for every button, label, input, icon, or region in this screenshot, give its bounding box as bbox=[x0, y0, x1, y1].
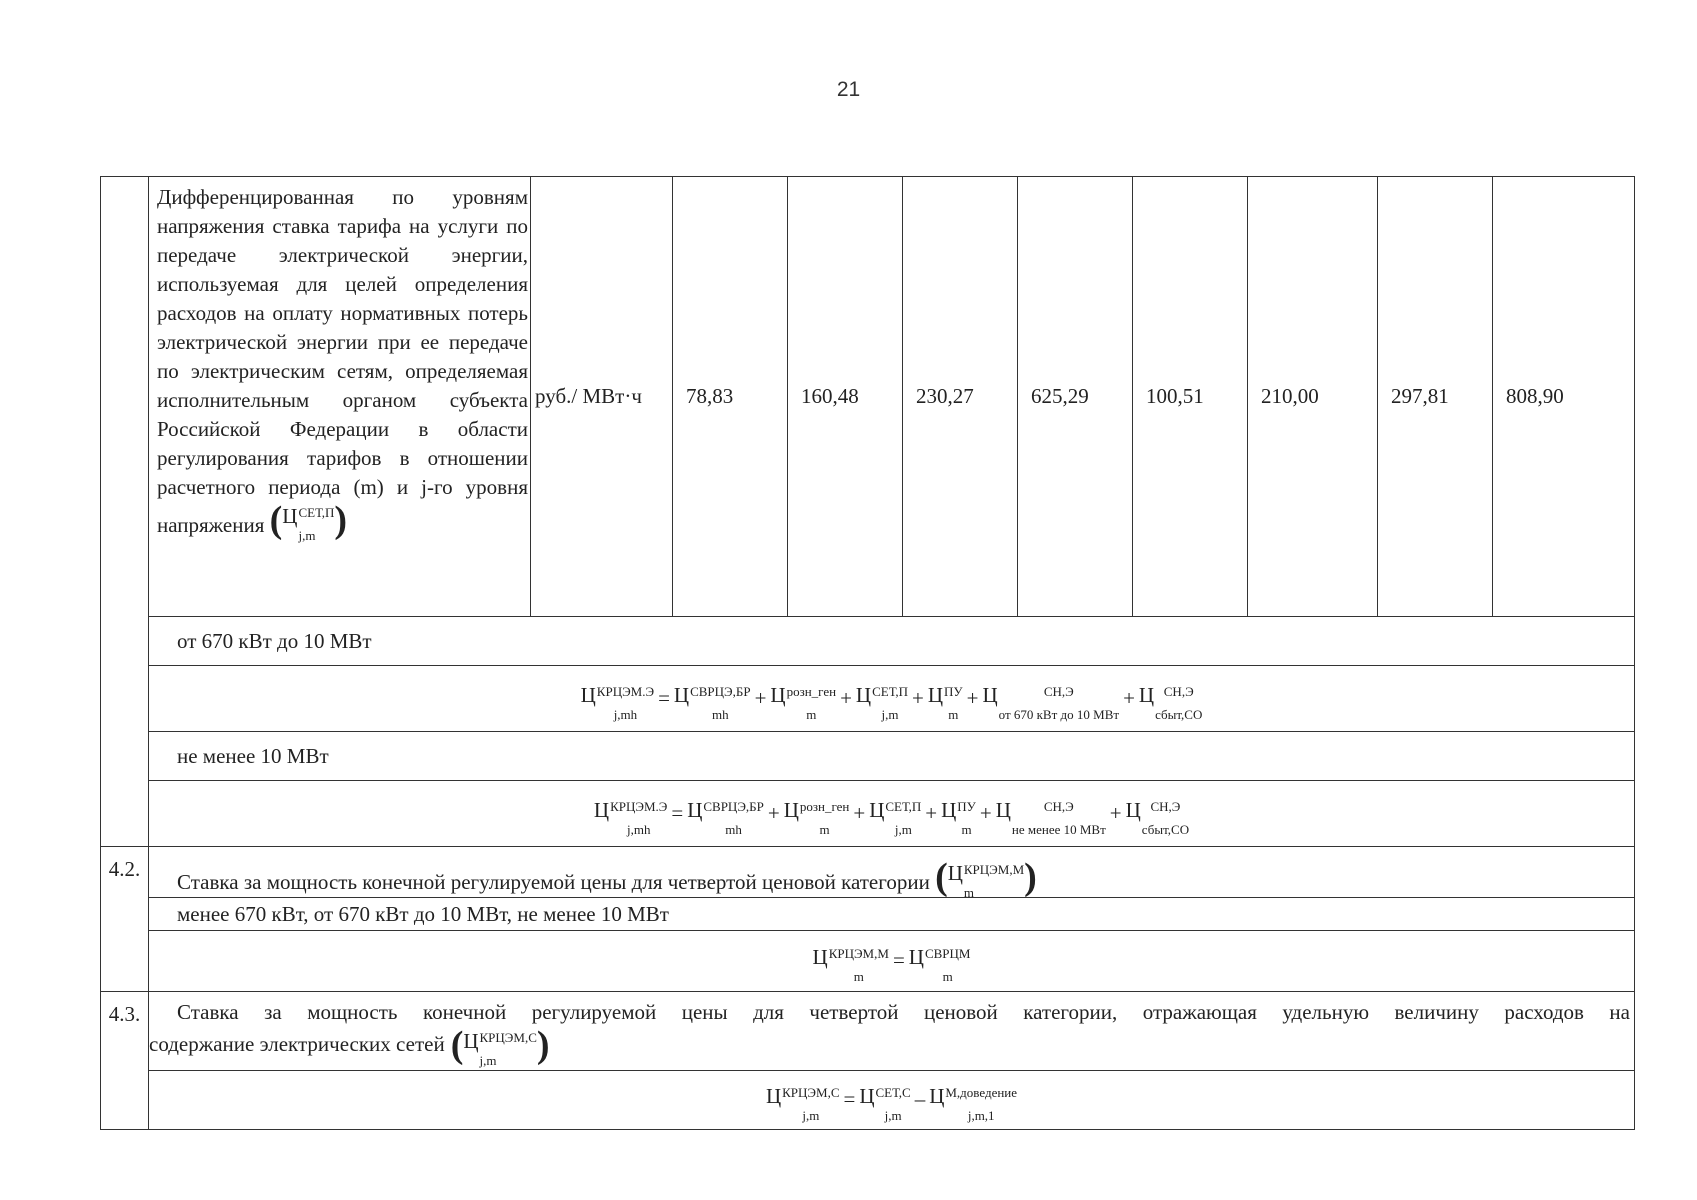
formula-operator: – bbox=[914, 1087, 926, 1112]
formula-cell-4-3 bbox=[149, 1070, 1635, 1129]
formula-term: Ц ПУ m bbox=[927, 682, 963, 722]
formula-670-10 bbox=[580, 681, 1203, 722]
formula-operator: + bbox=[911, 686, 924, 711]
formula-term: Ц КРЦЭМ.Э j,mh bbox=[593, 797, 668, 837]
label-670-10: от 670 кВт до 10 МВт bbox=[149, 617, 1635, 666]
description-text: Дифференцированная по уровням напряжения ставка тарифа на услуги по передаче электрической энергии, используемая для целей определения расходов на оплату нормативных потерь электрической энергии при ее передаче по электрическим сетям, определяемая исполнительным органом субъекта Российской Федерации в области регулирования тарифов в отношении расчетного периода (m) и j-го уровня напряжения bbox=[157, 185, 528, 537]
formula-4-2 bbox=[812, 943, 971, 984]
value-cell-2: 160,48 bbox=[788, 177, 903, 617]
table-row-main bbox=[101, 177, 1635, 617]
page-number: 21 bbox=[836, 78, 861, 101]
table-row-label-10plus bbox=[101, 732, 1635, 781]
row-number-4-2: 4.2. bbox=[101, 847, 149, 991]
table-row-formula-670 bbox=[101, 666, 1635, 732]
formula-term: Ц М,доведение j,m,1 bbox=[929, 1083, 1018, 1123]
formula-operator: + bbox=[966, 686, 979, 711]
symbol-c-set-p bbox=[282, 502, 335, 543]
formula-term: Ц СН,Э сбыт,СО bbox=[1138, 682, 1203, 722]
heading-4-3-line1: Ставка за мощность конечной регулируемой цены для четвертой ценовой категории, отражающая удельную величину расходов на bbox=[177, 999, 1630, 1024]
formula-term: Ц СЕТ,С j,m bbox=[859, 1083, 911, 1123]
formula-term: Ц розн_ген m bbox=[783, 797, 850, 837]
formula-operator: + bbox=[1123, 686, 1135, 711]
label-4-2: менее 670 кВт, от 670 кВт до 10 МВт, не менее 10 МВт bbox=[149, 898, 1635, 931]
heading-4-3-line2: содержание электрических сетей bbox=[149, 1032, 445, 1057]
heading-4-3-line2-wrap bbox=[149, 1023, 1630, 1068]
symbol-base: Ц bbox=[282, 504, 298, 528]
table-row-4-3-heading bbox=[101, 991, 1635, 1070]
unit-cell: руб./ МВт·ч bbox=[531, 177, 673, 617]
row-number-4-3: 4.3. bbox=[101, 991, 149, 1129]
formula-term: Ц СН,Э сбыт,СО bbox=[1125, 797, 1190, 837]
symbol-sub: j,m bbox=[298, 528, 316, 543]
table-row-label-670 bbox=[101, 617, 1635, 666]
heading-4-2-cell bbox=[149, 847, 1635, 901]
row-number-empty bbox=[101, 177, 149, 847]
value-cell-4: 625,29 bbox=[1018, 177, 1133, 617]
symbol-sup: СЕТ,П bbox=[298, 505, 335, 520]
formula-cell-10plus bbox=[149, 781, 1635, 847]
heading-4-3-symbol: ( Ц КРЦЭМ,С j,m ) bbox=[450, 1023, 550, 1068]
formula-term: Ц СН,Э не менее 10 МВт bbox=[995, 797, 1106, 837]
value-cell-5: 100,51 bbox=[1133, 177, 1248, 617]
formula-term: Ц КРЦЭМ,С j,m bbox=[765, 1083, 840, 1123]
formula-operator: + bbox=[767, 801, 780, 826]
value-cell-3: 230,27 bbox=[903, 177, 1018, 617]
heading-4-3-cell bbox=[149, 991, 1635, 1070]
formula-operator: + bbox=[853, 801, 866, 826]
formula-term: Ц ПУ m bbox=[941, 797, 976, 837]
formula-term: Ц СВРЦЭ,БР mh bbox=[687, 797, 764, 837]
heading-4-2: Ставка за мощность конечной регулируемой цены для четвертой ценовой категории bbox=[177, 870, 930, 895]
formula-term: Ц розн_ген m bbox=[770, 682, 837, 722]
description-cell bbox=[149, 177, 531, 617]
table-row-4-2-heading bbox=[101, 847, 1635, 898]
formula-operator: = bbox=[658, 686, 670, 711]
formula-operator: + bbox=[979, 801, 992, 826]
formula-term: Ц СЕТ,П j,m bbox=[855, 682, 908, 722]
table-row-formula-10plus bbox=[101, 781, 1635, 847]
table-row-4-2-formula bbox=[101, 930, 1635, 991]
heading-4-2-symbol: ( Ц КРЦЭМ,М m ) bbox=[935, 856, 1037, 901]
tariff-table bbox=[100, 176, 1635, 1130]
formula-operator: + bbox=[754, 686, 767, 711]
formula-cell-670 bbox=[149, 666, 1635, 732]
formula-4-3 bbox=[765, 1082, 1018, 1123]
formula-term: Ц КРЦЭМ.Э j,mh bbox=[580, 682, 655, 722]
value-cell-1: 78,83 bbox=[673, 177, 788, 617]
formula-term: Ц СВРЦЭ,БР mh bbox=[673, 682, 751, 722]
description-symbol: ( Ц СЕТ,П j,m ) bbox=[269, 499, 347, 543]
value-cell-7: 297,81 bbox=[1378, 177, 1493, 617]
formula-term: Ц СЕТ,П j,m bbox=[869, 797, 922, 837]
formula-operator: + bbox=[1109, 801, 1122, 826]
label-10plus: не менее 10 МВт bbox=[149, 732, 1635, 781]
formula-operator: = bbox=[671, 801, 684, 826]
formula-term: Ц СВРЦМ m bbox=[908, 944, 971, 984]
formula-10plus bbox=[593, 796, 1190, 837]
formula-term: Ц КРЦЭМ,М m bbox=[812, 944, 889, 984]
formula-cell-4-2 bbox=[149, 930, 1635, 991]
value-cell-8: 808,90 bbox=[1493, 177, 1635, 617]
formula-term: Ц СН,Э от 670 кВт до 10 МВт bbox=[982, 682, 1120, 722]
formula-operator: + bbox=[925, 801, 938, 826]
value-cell-6: 210,00 bbox=[1248, 177, 1378, 617]
formula-operator: = bbox=[892, 948, 905, 973]
formula-operator: = bbox=[843, 1087, 856, 1112]
table-row-4-3-formula bbox=[101, 1070, 1635, 1129]
table-row-4-2-label bbox=[101, 898, 1635, 931]
formula-operator: + bbox=[840, 686, 852, 711]
